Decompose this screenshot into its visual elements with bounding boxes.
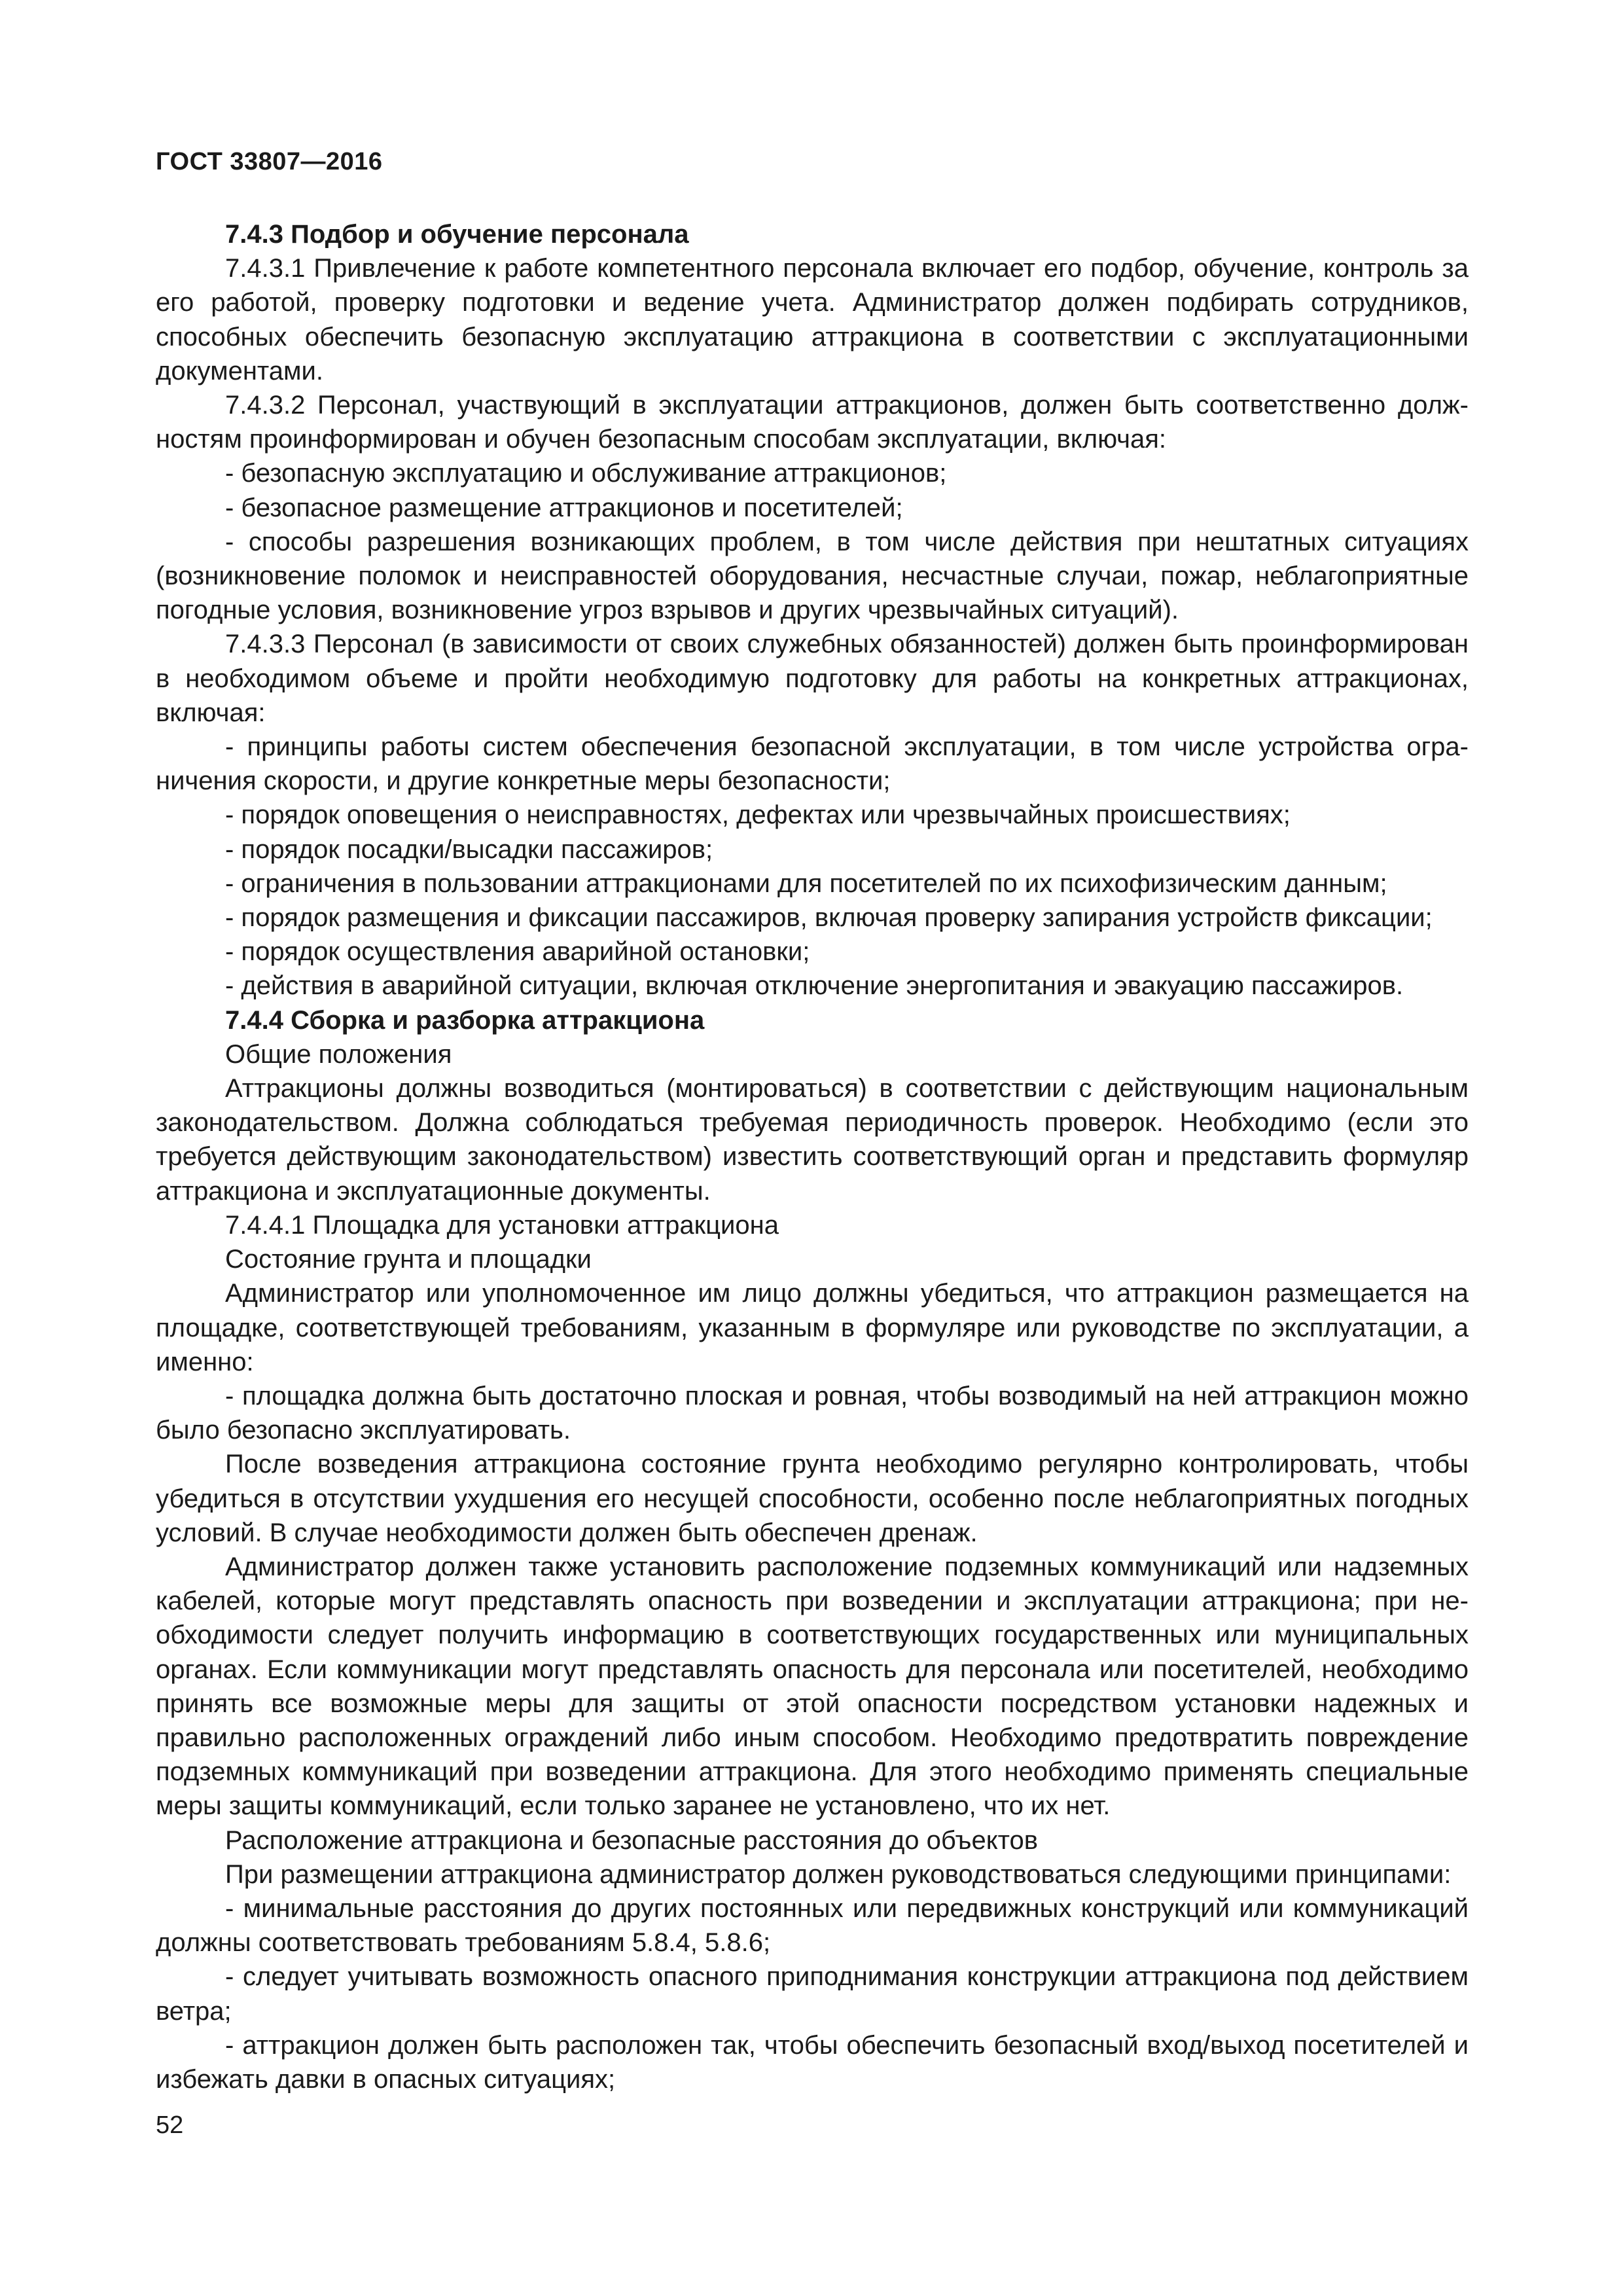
list-item: - порядок осуществления аварийной остановки; [225,937,810,967]
paragraph: Расположение аттракциона и безопасные расстояния до объектов [225,1825,1039,1855]
list-item: - аттракцион должен быть расположен так, чтобы обеспечить безопасный вход/выход посетителей и избежать давки в опасных ситуациях; [156,2030,1469,2094]
section-heading: 7.4.3 Подбор и обучение персонала [225,220,689,249]
paragraph: 7.4.3.3 Персонал (в зависимости от своих служебных обязанностей) должен быть проинформирован в необходимом объеме и пройти необходимую подготовку для работы на конкретных аттракционах, включая: [156,630,1469,727]
section-heading: 7.4.4 Сборка и разборка аттракциона [225,1005,705,1035]
paragraph: Администратор или уполномоченное им лицо должны убедиться, что аттракцион размещается на площадке, соответствующей требованиям, указанным в формуляре или руководстве по эксплуатации, а именно: [156,1279,1469,1376]
paragraph: Администратор должен также установить расположение подземных коммуникаций или надземных кабелей, которые могут представлять опасность при возведении и эксплуатации аттракциона; при необходимости следует получить информацию в соответствующих государственных или муниципальных органах. Если коммуникации могут представлять опасность для персонала или посетителей, необходимо принять все возможные меры для защиты от этой опасности посредством установки надежных и правильно расположенных ограждений либо иным способом. Необходимо предотвратить повреждение подземных коммуникаций при возведении аттракциона. Для этого необходимо применять специальные меры защиты коммуникаций, если только заранее не установлено, что их нет. [156,1552,1469,1821]
list-item: - следует учитывать возможность опасного приподнимания конструкции аттракциона под действием ветра; [156,1962,1469,2026]
paragraph: После возведения аттракциона состояние грунта необходимо регулярно контролировать, чтобы убедиться в отсутствии ухудшения его несущей способности, особенно после неблагоприятных погодных условий. В случае необходимости должен быть обеспечен дренаж. [156,1450,1469,1547]
list-item: - способы разрешения возникающих проблем, в том числе действия при нештатных ситуациях (возникновение поломок и неисправностей оборудования, несчастные случаи, пожар, неблагоприятные погодные условия, возникновение угроз взрывов и других чрезвычайных ситуаций). [156,527,1469,625]
paragraph: При размещении аттракциона администратор должен руководствоваться следующими принципами: [225,1859,1452,1889]
list-item: - безопасное размещение аттракционов и посетителей; [225,493,903,522]
paragraph: Состояние грунта и площадки [225,1245,592,1274]
paragraph: Аттракционы должны возводиться (монтироваться) в соответствии с действующим национальным законодательством. Должна соблюдаться требуемая периодичность проверок. Необходимо (если это требуется действующим законодательством) известить соответствующий орган и представить формуляр аттракциона и эксплуатационные документы. [156,1074,1469,1206]
paragraph: 7.4.4.1 Площадка для установки аттракциона [225,1210,779,1240]
list-item: - порядок посадки/высадки пассажиров; [225,834,713,864]
paragraph: 7.4.3.1 Привлечение к работе компетентного персонала включает его подбор, обучение, контроль за его работой, проверку подготовки и ведение учета. Администратор должен подбирать сотрудников, способных обеспечить безопасную эксплуатацию аттракциона в соответствии с эксплуатационными документами. [156,254,1469,386]
paragraph: 7.4.3.2 Персонал, участвующий в эксплуатации аттракционов, должен быть соответственно должностям проинформирован и обучен безопасным способам эксплуатации, включая: [156,391,1469,454]
list-item: - безопасную эксплуатацию и обслуживание аттракционов; [225,459,947,488]
list-item: - порядок оповещения о неисправностях, дефектах или чрезвычайных происшествиях; [225,800,1291,830]
standard-designation: ГОСТ 33807—2016 [156,148,383,175]
list-item: - действия в аварийной ситуации, включая отключение энергопитания и эвакуацию пассажиров. [225,971,1404,1001]
page-number: 52 [156,2111,184,2139]
list-item: - ограничения в пользовании аттракционами для посетителей по их психофизическим данным; [225,869,1387,898]
document-body [156,217,1469,2096]
list-item: - порядок размещения и фиксации пассажиров, включая проверку запирания устройств фиксации; [225,903,1433,933]
list-item: - площадка должна быть достаточно плоская и ровная, чтобы возводимый на ней аттракцион можно было безопасно эксплуатировать. [156,1381,1469,1445]
paragraph: Общие положения [225,1039,452,1069]
list-item: - минимальные расстояния до других постоянных или передвижных конструкций или коммуникаций должны соответствовать требованиям 5.8.4, 5.8.6; [156,1893,1469,1958]
list-item: - принципы работы систем обеспечения безопасной эксплуатации, в том числе устройства ограничения скорости, и другие конкретные меры безопасности; [156,732,1469,796]
